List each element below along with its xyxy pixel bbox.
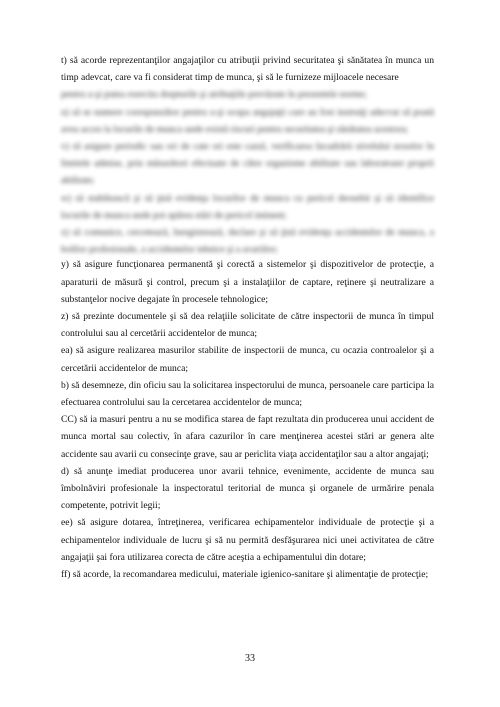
paragraph-z: z) să prezinte documentele şi să dea relaţiile solicitate de către inspectorii de munca în timpul controlului sau al cercetării accidentelor de munca; — [61, 311, 434, 340]
blurred-section — [61, 86, 434, 258]
paragraph-x: x) să comunice, cercetează, înregistrează, declare şi să ţină evidenţa accidentelor de munca, a bolilor profesionale, a accidentelor tehnice şi a avariilor; — [61, 227, 434, 256]
paragraph-dd: d) să anunţe imediat producerea unor avarii tehnice, evenimente, accidente de munca sau îmbolnăviri profesionale la inspectoratul teritorial de munca şi organele de urmărire penala competente, potrivit legii; — [61, 465, 434, 512]
paragraph-t-continued: pentru a-şi putea exercita drepturile şi atribuţiile prevăzute în prezentele norme; — [61, 89, 367, 101]
paragraph-u: u) să se numere corespunzător pentru a-şi ocupa angajaţii care au fost instruiţi adecvat să poată avea acces la locurile de munca unde există riscuri pentru securitatea şi sănătatea acestora; — [61, 106, 434, 135]
paragraph-ee: ee) să asigure dotarea, întreţinerea, verificarea echipamentelor individuale de protecţie şi a echipamentelor individuale de lucru şi să nu permită desfăşurarea nici unei activitatea de către angajaţii şai fora utilizarea corecta de către aceştia a echipamentului din dotare; — [61, 517, 434, 563]
page-number: 33 — [245, 653, 255, 664]
paragraph-bb: b) să desemneze, din oficiu sau la solicitarea inspectorului de munca, persoanele care participa la efectuarea controlului sau la cercetarea accidentelor de munca; — [61, 379, 434, 409]
paragraph-t: t) să acorde reprezentanţilor angajaţilor cu atribuţii privind securitatea şi sănătatea în munca un timp adevcat, care va fi considerat timp de munca, şi să le furnizeze mijloacele necesare — [61, 55, 434, 84]
paragraph-ff: ff) să acorde, la recomandarea medicului, materiale igienico-sanitare şi alimentaţie de protecţie; — [61, 569, 429, 581]
paragraph-aa: ea) să asigure realizarea masurilor stabilite de inspectorii de munca, cu ocazia controalelor şi a cercetării accidentelor de munca; — [61, 345, 434, 374]
paragraph-cc: CC) să ia masuri pentru a nu se modifica starea de fapt rezultata din producerea unui accident de munca mortal sau colectiv, în afara cazurilor în care menţinerea acestei stări ar genera alte accidente sau avarii cu consecinţe grave, sau ar periclita viaţa accidentaţilor sau a altor angajaţi; — [61, 414, 434, 460]
paragraph-v: v) să asigure periodic sau ori de cate ori este cazul, verificarea încadrării nivelului noxelor în limitele admise, prin măsurători efectuate de către organisme abilitate sau laboratoare proprii abilitate; — [61, 141, 434, 187]
paragraph-w: w) să stabilească şi să ţină evidenţa locurilor de munca cu pericol deosebit şi să identifice locurile de munca unde pot apărea stări de pericol iminent; — [61, 192, 434, 221]
paragraph-y: y) să asigure funcţionarea permanentă şi corectă a sistemelor şi dispozitivelor de protecţie, a aparaturii de măsură şi control, precum şi a instalaţiilor de captare, reţinere şi neutralizare a substanţelor nocive degajate în procesele tehnologice; — [61, 259, 434, 305]
